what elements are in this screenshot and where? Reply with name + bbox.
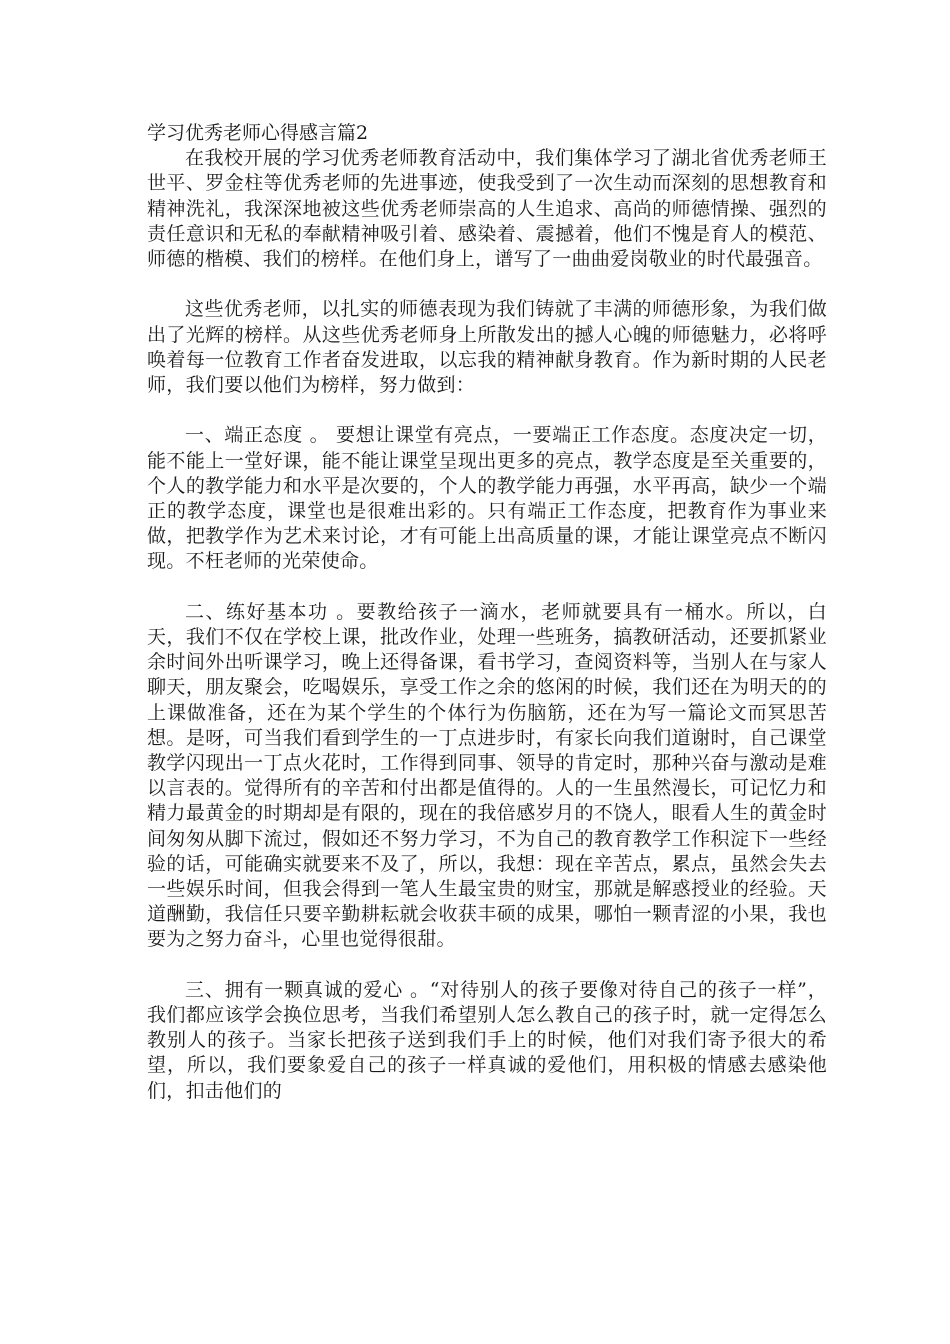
paragraph-intro: 在我校开展的学习优秀老师教育活动中，我们集体学习了湖北省优秀老师王世平、罗金柱等优秀老师的先进事迹，使我受到了一次生动而深刻的思想教育和精神洗礼，我深深地被这些优秀老师崇高的人生追求、高尚的师德情操、强烈的责任意识和无私的奉献精神吸引着、感染着、震撼着，他们不愧是育人的模范、师德的楷模、我们的榜样。在他们身上，谱写了一曲曲爱岗敬业的时代最强音。	[147, 147, 827, 271]
paragraph-point-three: 三、拥有一颗真诚的爱心 。“对待别人的孩子要像对待自己的孩子一样”，我们都应该学会换位思考，当我们希望别人怎么教自己的孩子时，就一定得怎么教别人的孩子。当家长把孩子送到我们手上的时候，他们对我们寄予很大的希望，所以，我们要象爱自己的孩子一样真诚的爱他们，用积极的情感去感染他们，扣击他们的	[147, 978, 827, 1102]
paragraph-role-models: 这些优秀老师，以扎实的师德表现为我们铸就了丰满的师德形象，为我们做出了光辉的榜样。从这些优秀老师身上所散发出的撼人心魄的师德魅力，必将呼唤着每一位教育工作者奋发进取，以忘我的精神献身教育。作为新时期的人民老师，我们要以他们为榜样，努力做到：	[147, 298, 827, 397]
paragraph-gap	[147, 398, 827, 423]
paragraph-gap	[147, 953, 827, 978]
document-body	[147, 121, 827, 1104]
paragraph-point-two: 二、练好基本功 。要教给孩子一滴水，老师就要具有一桶水。所以，白天，我们不仅在学校上课，批改作业，处理一些班务，搞教研活动，还要抓紧业余时间外出听课学习，晚上还得备课，看书学习，查阅资料等，当别人在与家人聊天，朋友聚会，吃喝娱乐，享受工作之余的悠闲的时候，我们还在为明天的的上课做准备，还在为某个学生的个体行为伤脑筋，还在为写一篇论文而冥思苦想。是呀，可当我们看到学生的一丁点进步时，有家长向我们道谢时，自己课堂教学闪现出一丁点火花时，工作得到同事、领导的肯定时，那种兴奋与激动是难以言表的。觉得所有的辛苦和付出都是值得的。人的一生虽然漫长，可记忆力和精力最黄金的时期却是有限的，现在的我倍感岁月的不饶人，眼看人生的黄金时间匆匆从脚下流过，假如还不努力学习，不为自己的教育教学工作积淀下一些经验的话，可能确实就要来不及了，所以，我想：现在辛苦点，累点，虽然会失去一些娱乐时间，但我会得到一笔人生最宝贵的财宝，那就是解惑授业的经验。天道酬勤，我信任只要辛勤耕耘就会收获丰硕的成果，哪怕一颗青涩的小果，我也要为之努力奋斗，心里也觉得很甜。	[147, 600, 827, 951]
paragraph-point-one: 一、端正态度 。 要想让课堂有亮点，一要端正工作态度。态度决定一切，能不能上一堂好课，能不能让课堂呈现出更多的亮点，教学态度是至关重要的，个人的教学能力和水平是次要的，个人的教学能力再强，水平再高，缺少一个端正的教学态度，课堂也是很难出彩的。只有端正工作态度，把教育作为事业来做，把教学作为艺术来讨论，才有可能上出高质量的课，才能让课堂亮点不断闪现。不枉老师的光荣使命。	[147, 424, 827, 573]
paragraph-gap	[147, 272, 827, 297]
paragraph-gap	[147, 575, 827, 600]
document-title: 学习优秀老师心得感言篇2	[147, 122, 369, 144]
